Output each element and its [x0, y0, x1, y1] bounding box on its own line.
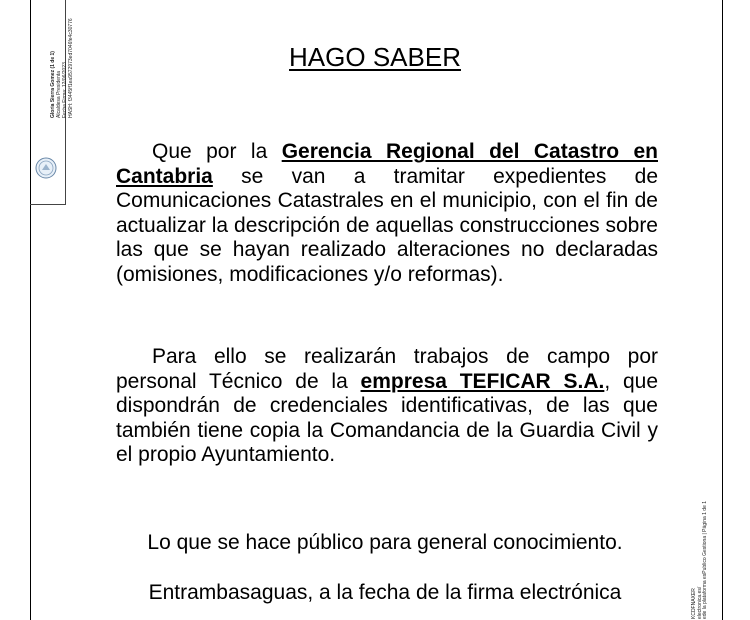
p1-rest: se van a tramitar expedientes de Comunicaciones Catastrales en el municipio, con el fin de actualizar la descripción de aquellas construcciones sobre las que se hayan realizado alteraciones no declaradas (omisiones, modificaciones y/o reformas).	[116, 164, 658, 286]
p2-rest: , que dispondrán de credenciales identificativas, de las que también tiene copia la Comandancia de la Guardia Civil y el propio Ayuntamiento.	[116, 369, 658, 466]
footer-csv: KCDFNAXER	[691, 588, 697, 619]
signature-hash: HASH: f3445ff1ea9572973ed7046fe4c30776	[68, 18, 74, 118]
municipal-seal-icon	[35, 157, 57, 179]
place-date-line: Entrambasaguas, a la fecha de la firma electrónica	[148, 581, 622, 604]
paragraph-2	[116, 345, 658, 468]
footer-line2: ede la plataforma esPublico Gestiona | Página 1 de 1	[702, 500, 708, 619]
document-title: HAGO SABER	[289, 42, 461, 72]
signature-date: Fecha Firma: 12/06/2023	[62, 62, 68, 118]
p1-entity: Gerencia Regional del Catastro en Cantabria	[116, 140, 658, 188]
closing-line: Lo que se hace público para general conocimiento.	[147, 531, 623, 554]
footer-line1: electronica.es/	[696, 586, 703, 619]
right-margin-line	[722, 0, 723, 620]
signature-signer: Gloria Sierra Gomez (1 de 1)	[50, 51, 56, 118]
signature-role: Alcaldesa Presidenta	[56, 71, 62, 118]
p2-company: empresa TEFICAR S.A.	[360, 369, 605, 393]
p1-intro: Que por la	[152, 140, 282, 163]
p2-intro: Para ello se realizarán trabajos de campo por personal Técnico de la	[116, 345, 658, 393]
footer-verification	[692, 501, 709, 619]
paragraph-1	[116, 140, 658, 287]
